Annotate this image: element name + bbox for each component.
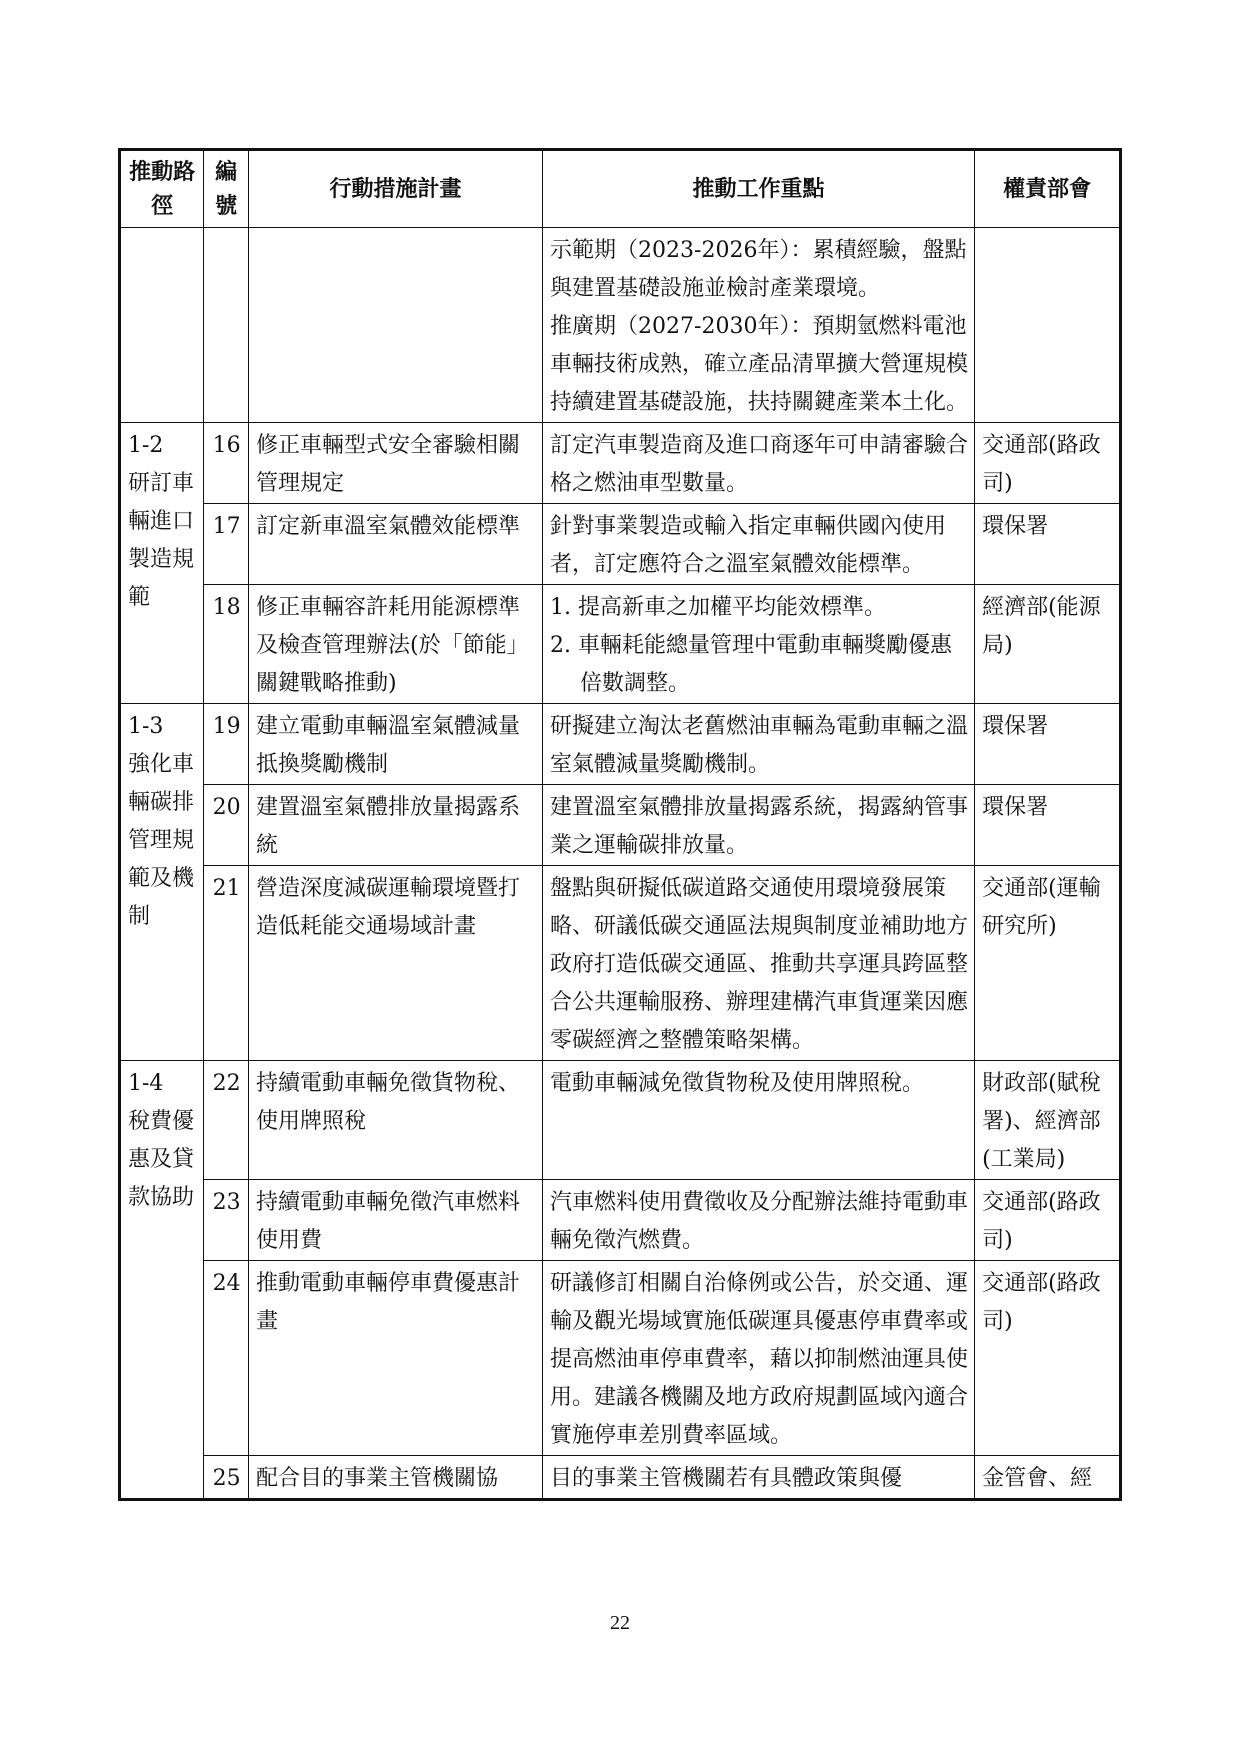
table-header-row [120, 150, 1121, 228]
path-name: 稅費優惠及貸款協助 [128, 1109, 195, 1210]
path-cell [120, 704, 204, 1061]
table-row [120, 585, 1121, 704]
dept-cell: 經濟部(能源局) [975, 585, 1121, 704]
header-num: 編號 [204, 150, 249, 228]
plan-cell: 修正車輛容許耗用能源標準及檢查管理辦法(於「節能」關鍵戰略推動) [249, 585, 543, 704]
row-number: 25 [204, 1456, 249, 1500]
path-name: 強化車輛碳排管理規範及機制 [128, 752, 195, 929]
focus-cell: 建置溫室氣體排放量揭露系統，揭露納管事業之運輸碳排放量。 [543, 785, 975, 866]
plan-cell: 持續電動車輛免徵貨物稅、使用牌照稅 [249, 1061, 543, 1180]
header-plan: 行動措施計畫 [249, 150, 543, 228]
focus-cell: 研擬建立淘汰老舊燃油車輛為電動車輛之溫室氣體減量獎勵機制。 [543, 704, 975, 785]
path-id: 1-4 [128, 1071, 164, 1096]
row-number: 22 [204, 1061, 249, 1180]
focus-cell: 盤點與研擬低碳道路交通使用環境發展策略、研議低碳交通區法規與制度並補助地方政府打造低碳交通區、推動共享運具跨區整合公共運輸服務、辦理建構汽車貨運業因應零碳經濟之整體策略架構。 [543, 866, 975, 1061]
dept-cell: 交通部(路政司) [975, 423, 1121, 504]
table-row [120, 704, 1121, 785]
focus-list-item: 1. 提高新車之加權平均能效標準。 [550, 595, 887, 620]
focus-cell: 目的事業主管機關若有具體政策與優 [543, 1456, 975, 1500]
dept-cell: 交通部(路政司) [975, 1261, 1121, 1456]
dept-cell: 交通部(運輸研究所) [975, 866, 1121, 1061]
plan-cell: 建立電動車輛溫室氣體減量抵換獎勵機制 [249, 704, 543, 785]
table-row [120, 1061, 1121, 1180]
table-row [120, 1180, 1121, 1261]
plan-cell: 持續電動車輛免徵汽車燃料使用費 [249, 1180, 543, 1261]
header-path: 推動路徑 [120, 150, 204, 228]
focus-line-promo-phase: 推廣期（2027-2030年）：預期氫燃料電池車輛技術成熟，確立產品清單擴大營運規模持續建置基礎設施，扶持關鍵產業本土化。 [550, 314, 969, 415]
row-number: 21 [204, 866, 249, 1061]
plan-cell: 訂定新車溫室氣體效能標準 [249, 504, 543, 585]
dept-cell-empty [975, 228, 1121, 423]
focus-cell: 針對事業製造或輸入指定車輛供國內使用者，訂定應符合之溫室氣體效能標準。 [543, 504, 975, 585]
row-number: 16 [204, 423, 249, 504]
table-row [120, 423, 1121, 504]
table-row [120, 504, 1121, 585]
focus-cell: 訂定汽車製造商及進口商逐年可申請審驗合格之燃油車型數量。 [543, 423, 975, 504]
focus-cell: 電動車輛減免徵貨物稅及使用牌照稅。 [543, 1061, 975, 1180]
dept-cell: 環保署 [975, 785, 1121, 866]
plan-cell: 建置溫室氣體排放量揭露系統 [249, 785, 543, 866]
dept-cell: 環保署 [975, 504, 1121, 585]
plan-cell: 配合目的事業主管機關協 [249, 1456, 543, 1500]
page-number: 22 [610, 1612, 630, 1634]
focus-cell: 研議修訂相關自治條例或公告，於交通、運輸及觀光場域實施低碳運具優惠停車費率或提高燃油車停車費率，藉以抑制燃油運具使用。建議各機關及地方政府規劃區域內適合實施停車差別費率區域。 [543, 1261, 975, 1456]
table-row [120, 785, 1121, 866]
path-cell-empty [120, 228, 204, 423]
focus-cell [543, 585, 975, 704]
dept-cell: 環保署 [975, 704, 1121, 785]
row-number: 23 [204, 1180, 249, 1261]
row-number: 18 [204, 585, 249, 704]
row-number: 20 [204, 785, 249, 866]
header-dept: 權責部會 [975, 150, 1121, 228]
focus-cell [543, 228, 975, 423]
path-name: 研訂車輛進口製造規範 [128, 471, 195, 610]
num-cell-empty [204, 228, 249, 423]
plan-cell: 推動電動車輛停車費優惠計畫 [249, 1261, 543, 1456]
focus-cell: 汽車燃料使用費徵收及分配辦法維持電動車輛免徵汽燃費。 [543, 1180, 975, 1261]
header-focus: 推動工作重點 [543, 150, 975, 228]
dept-cell: 金管會、經 [975, 1456, 1121, 1500]
dept-cell: 交通部(路政司) [975, 1180, 1121, 1261]
focus-line-demo-phase: 示範期（2023-2026年）：累積經驗，盤點與建置基礎設施並檢討產業環境。 [550, 238, 967, 301]
path-id: 1-3 [128, 714, 164, 739]
row-number: 24 [204, 1261, 249, 1456]
action-plan-table [118, 148, 1122, 1501]
path-cell [120, 1061, 204, 1500]
plan-cell: 修正車輛型式安全審驗相關管理規定 [249, 423, 543, 504]
table-row-truncated [120, 1456, 1121, 1500]
plan-cell-empty [249, 228, 543, 423]
table-row-continued [120, 228, 1121, 423]
dept-cell: 財政部(賦稅署)、經濟部(工業局) [975, 1061, 1121, 1180]
row-number: 19 [204, 704, 249, 785]
row-number: 17 [204, 504, 249, 585]
path-cell [120, 423, 204, 704]
table-row [120, 866, 1121, 1061]
table-row [120, 1261, 1121, 1456]
path-id: 1-2 [128, 433, 164, 458]
plan-cell: 營造深度減碳運輸環境暨打造低耗能交通場域計畫 [249, 866, 543, 1061]
focus-list-item: 2. 車輛耗能總量管理中電動車輛獎勵優惠倍數調整。 [550, 633, 953, 696]
